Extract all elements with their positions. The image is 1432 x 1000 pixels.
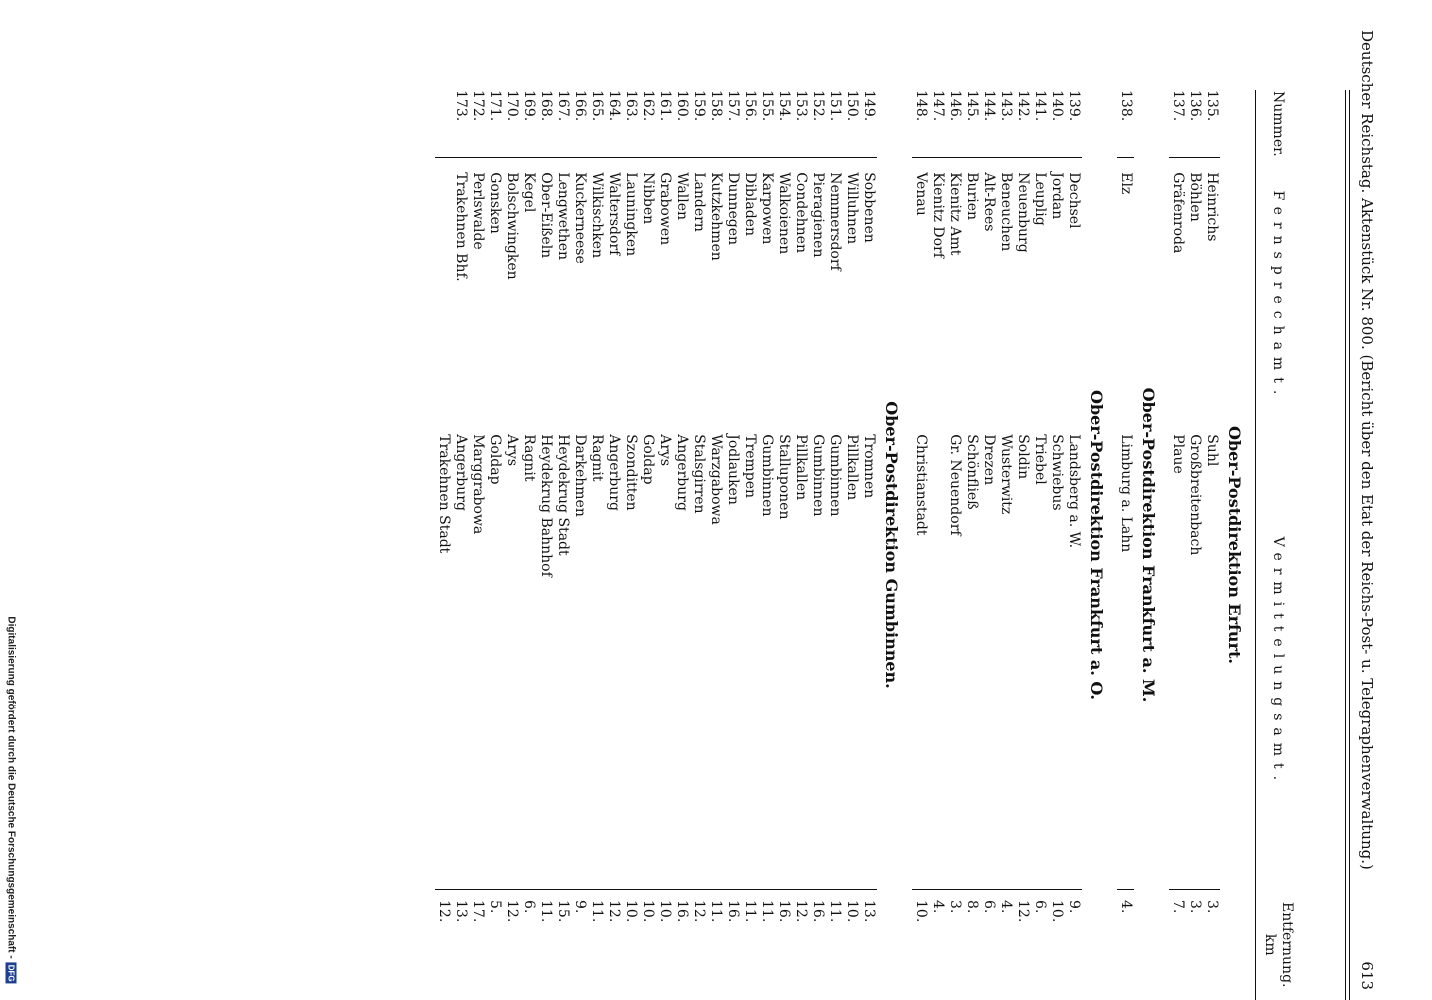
row-distance: 12. xyxy=(1014,890,1031,1000)
col-exchange: Fernsprechamt. xyxy=(1256,158,1301,435)
row-connection: Ragnit xyxy=(521,434,537,482)
table-row xyxy=(929,90,946,1000)
row-exchange: Gonsken xyxy=(486,158,503,435)
col-distance xyxy=(1256,890,1301,1000)
row-distance: 16. xyxy=(809,890,826,1000)
row-exchange: Nibben xyxy=(639,158,656,435)
row-number: 147. xyxy=(930,90,946,122)
header-rule xyxy=(1349,90,1350,1000)
table-row xyxy=(520,90,537,1000)
row-distance: 11. xyxy=(741,890,758,1000)
row-number: 170. xyxy=(504,90,520,122)
row-connection: Gumbinnen xyxy=(827,434,843,517)
table-row xyxy=(622,90,639,1000)
row-connection: Trempen xyxy=(742,434,758,499)
page-number: 613 xyxy=(1358,961,1376,990)
row-distance: 11. xyxy=(758,890,775,1000)
row-connection: Stalluponen xyxy=(776,434,792,520)
page-header xyxy=(1352,30,1382,990)
row-connection: Jodlauken xyxy=(725,434,741,505)
row-connection: Goldap xyxy=(487,434,503,485)
table-row xyxy=(690,90,707,1000)
row-distance: 3. xyxy=(1186,890,1203,1000)
row-exchange: Trakehnen Bhf. xyxy=(452,158,469,435)
header-rule-2 xyxy=(1345,90,1346,1000)
table-row xyxy=(554,90,571,1000)
row-exchange: Walkoienen xyxy=(775,158,792,435)
row-connection: Angerburg xyxy=(606,434,622,511)
row-number: 142. xyxy=(1015,90,1031,122)
col-number: Nummer. xyxy=(1256,90,1301,158)
row-distance: 10. xyxy=(622,890,639,1000)
row-distance: 12. xyxy=(503,890,520,1000)
row-distance: 5. xyxy=(486,890,503,1000)
col-distance-unit: km xyxy=(1262,933,1278,956)
table-row xyxy=(571,90,588,1000)
row-distance: 10. xyxy=(843,890,860,1000)
dfg-logo: DFG xyxy=(6,964,16,982)
running-title: Deutscher Reichstag. Aktenstück Nr. 800. (Bericht über den Etat der Reichs-Post- u. Telegraphenverwaltung.) xyxy=(1358,30,1376,870)
table-row xyxy=(843,90,860,1000)
table-row xyxy=(1031,90,1048,1000)
row-connection: Schönfließ xyxy=(964,434,980,510)
col-connection: Vermittelungsamt. xyxy=(1256,434,1301,889)
row-connection: Gumbinnen xyxy=(759,434,775,517)
row-number: 141. xyxy=(1032,90,1048,122)
row-number: 145. xyxy=(964,90,980,122)
table-row xyxy=(724,90,741,1000)
row-distance: 12. xyxy=(690,890,707,1000)
row-exchange: Condehnen xyxy=(792,158,809,435)
row-number: 156. xyxy=(742,90,758,122)
row-exchange: Wallen xyxy=(673,158,690,435)
table-row xyxy=(435,90,452,1000)
row-exchange: Bolschwingken xyxy=(503,158,520,435)
row-number: 153. xyxy=(793,90,809,122)
row-number: 135. xyxy=(1204,90,1220,122)
row-distance: 7. xyxy=(1169,890,1186,1000)
row-number: 154. xyxy=(776,90,792,122)
row-distance: 12. xyxy=(792,890,809,1000)
row-distance: 17. xyxy=(469,890,486,1000)
row-exchange: Böhlen xyxy=(1186,158,1203,435)
row-distance: 11. xyxy=(707,890,724,1000)
row-number: 152. xyxy=(810,90,826,122)
table-body xyxy=(435,90,1256,1000)
row-number: 143. xyxy=(998,90,1014,122)
directorate-title: Ober-Postdirektion Frankfurt a. M. xyxy=(1139,387,1158,703)
row-distance: 16. xyxy=(724,890,741,1000)
row-distance: 9. xyxy=(571,890,588,1000)
row-distance: 6. xyxy=(520,890,537,1000)
row-exchange: Heinrichs xyxy=(1203,158,1220,435)
row-number: 149. xyxy=(861,90,877,122)
row-connection: Gumbinnen xyxy=(810,434,826,517)
row-number: 160. xyxy=(674,90,690,122)
row-number: 171. xyxy=(487,90,503,122)
table-row xyxy=(946,90,963,1000)
row-distance: 16. xyxy=(673,890,690,1000)
page-content xyxy=(30,0,1420,1000)
row-number: 148. xyxy=(913,90,929,122)
table-row xyxy=(1203,90,1220,1000)
row-exchange: Wilkischken xyxy=(588,158,605,435)
table-row xyxy=(860,90,877,1000)
row-distance: 11. xyxy=(537,890,554,1000)
table-row xyxy=(1117,90,1134,1000)
row-number: 137. xyxy=(1170,90,1186,122)
row-connection: Suhl xyxy=(1204,434,1220,467)
row-exchange: Ober-Eißeln xyxy=(537,158,554,435)
row-distance: 10. xyxy=(1048,890,1065,1000)
directorate-heading xyxy=(877,90,912,1000)
row-distance: 4. xyxy=(1117,890,1134,1000)
table-row xyxy=(639,90,656,1000)
table-row xyxy=(997,90,1014,1000)
directorate-title: Ober-Postdirektion Erfurt. xyxy=(1225,426,1244,664)
footer-credit xyxy=(6,616,17,983)
table-row xyxy=(912,90,929,1000)
row-exchange xyxy=(435,158,452,435)
row-number: 157. xyxy=(725,90,741,122)
row-exchange: Venau xyxy=(912,158,929,435)
row-exchange: Kuckerneese xyxy=(571,158,588,435)
row-exchange: Perlswalde xyxy=(469,158,486,435)
row-number: 165. xyxy=(589,90,605,122)
row-connection: Triebel xyxy=(1032,434,1048,485)
row-distance: 16. xyxy=(775,890,792,1000)
row-exchange: Alt-Rees xyxy=(980,158,997,435)
row-connection: Angerburg xyxy=(453,434,469,511)
row-connection: Goldap xyxy=(640,434,656,485)
row-exchange: Sobbenen xyxy=(860,158,877,435)
row-number: 168. xyxy=(538,90,554,122)
row-number: 140. xyxy=(1049,90,1065,122)
row-exchange: Landern xyxy=(690,158,707,435)
row-connection: Soldin xyxy=(1015,434,1031,480)
row-connection: Heydekrug Bahnhof xyxy=(538,434,554,577)
row-distance: 15. xyxy=(554,890,571,1000)
row-connection xyxy=(929,434,946,889)
row-number: 161. xyxy=(657,90,673,122)
table-row xyxy=(707,90,724,1000)
row-exchange: Lengwethen xyxy=(554,158,571,435)
row-distance: 11. xyxy=(826,890,843,1000)
table-row xyxy=(980,90,997,1000)
row-exchange: Gräfenroda xyxy=(1169,158,1186,435)
directorate-heading xyxy=(1134,90,1169,1000)
row-number: 166. xyxy=(572,90,588,122)
col-distance-label: Entfernung. xyxy=(1279,902,1295,988)
table-header xyxy=(1256,90,1301,1000)
row-connection: Schwiebus xyxy=(1049,434,1065,511)
row-connection: Arys xyxy=(657,434,673,467)
row-connection: Trakehnen Stadt xyxy=(436,434,452,554)
table-row xyxy=(656,90,673,1000)
row-exchange: Launingken xyxy=(622,158,639,435)
table-row xyxy=(452,90,469,1000)
row-connection: Limburg a. Lahn xyxy=(1118,434,1134,553)
row-distance: 10. xyxy=(639,890,656,1000)
row-number: 139. xyxy=(1066,90,1082,122)
row-distance: 8. xyxy=(963,890,980,1000)
row-connection: Stalsgirren xyxy=(691,434,707,514)
row-connection: Szonditten xyxy=(623,434,639,511)
row-exchange: Dunnegen xyxy=(724,158,741,435)
row-distance: 4. xyxy=(929,890,946,1000)
table-row xyxy=(741,90,758,1000)
row-connection: Christianstadt xyxy=(913,434,929,536)
row-connection: Großbreitenbach xyxy=(1187,434,1203,556)
row-distance: 6. xyxy=(980,890,997,1000)
table-row xyxy=(1048,90,1065,1000)
row-connection: Tromnen xyxy=(861,434,877,499)
row-distance: 13. xyxy=(860,890,877,1000)
row-exchange: Grabowen xyxy=(656,158,673,435)
row-connection: Landsberg a. W. xyxy=(1066,434,1082,549)
row-connection: Pillkallen xyxy=(844,434,860,501)
directorate-title: Ober-Postdirektion Gumbinnen. xyxy=(882,401,901,689)
row-exchange: Jordan xyxy=(1048,158,1065,435)
row-number: 136. xyxy=(1187,90,1203,122)
row-number xyxy=(435,90,452,158)
row-number: 150. xyxy=(844,90,860,122)
directorate-heading xyxy=(1082,90,1117,1000)
row-connection: Marggrabowa xyxy=(470,434,486,535)
row-number: 155. xyxy=(759,90,775,122)
row-exchange: Dechsel xyxy=(1065,158,1082,435)
table-row xyxy=(1186,90,1203,1000)
table-row xyxy=(588,90,605,1000)
row-connection: Arys xyxy=(504,434,520,467)
row-number: 167. xyxy=(555,90,571,122)
row-connection: Plaue xyxy=(1170,434,1186,474)
row-connection: Angerburg xyxy=(674,434,690,511)
row-distance: 4. xyxy=(997,890,1014,1000)
row-distance: 10. xyxy=(656,890,673,1000)
row-distance: 10. xyxy=(912,890,929,1000)
row-exchange: Kutzkehmen xyxy=(707,158,724,435)
table-row xyxy=(1014,90,1031,1000)
row-exchange: Pieragienen xyxy=(809,158,826,435)
table-row xyxy=(486,90,503,1000)
table-row xyxy=(758,90,775,1000)
row-exchange: Willuhnen xyxy=(843,158,860,435)
row-connection: Ragnit xyxy=(589,434,605,482)
row-exchange: Leuplig xyxy=(1031,158,1048,435)
footer-strip xyxy=(0,0,22,1000)
row-exchange: Waltersdorf xyxy=(605,158,622,435)
row-connection: Drezen xyxy=(981,434,997,486)
row-number: 172. xyxy=(470,90,486,122)
row-exchange: Burien xyxy=(963,158,980,435)
row-distance: 11. xyxy=(588,890,605,1000)
row-number: 138. xyxy=(1118,90,1134,122)
row-distance: 3. xyxy=(1203,890,1220,1000)
row-distance: 12. xyxy=(435,890,452,1000)
table-row xyxy=(605,90,622,1000)
row-distance: 13. xyxy=(452,890,469,1000)
directorate-title: Ober-Postdirektion Frankfurt a. O. xyxy=(1087,390,1106,700)
row-number: 151. xyxy=(827,90,843,122)
row-number: 164. xyxy=(606,90,622,122)
row-exchange: Karpowen xyxy=(758,158,775,435)
row-number: 144. xyxy=(981,90,997,122)
row-distance: 12. xyxy=(605,890,622,1000)
table-row xyxy=(963,90,980,1000)
directorate-heading xyxy=(1220,90,1256,1000)
row-exchange: Dibladen xyxy=(741,158,758,435)
table-row xyxy=(469,90,486,1000)
table-row xyxy=(809,90,826,1000)
row-number: 158. xyxy=(708,90,724,122)
row-number: 169. xyxy=(521,90,537,122)
row-connection: Heydekrug Stadt xyxy=(555,434,571,556)
table-row xyxy=(792,90,809,1000)
row-number: 173. xyxy=(453,90,469,122)
row-connection: Darkehmen xyxy=(572,434,588,517)
row-connection: Wusterwitz xyxy=(998,434,1014,515)
footer-credit-text: Digitalisierung gefördert durch die Deutsche Forschungsgemeinschaft - xyxy=(5,616,17,959)
table-row xyxy=(1169,90,1186,1000)
row-exchange: Beneuchen xyxy=(997,158,1014,435)
table-row xyxy=(503,90,520,1000)
table-row xyxy=(826,90,843,1000)
row-exchange: Kegel xyxy=(520,158,537,435)
row-number: 162. xyxy=(640,90,656,122)
table-row xyxy=(537,90,554,1000)
row-connection: Warzgabowa xyxy=(708,434,724,525)
row-exchange: Neuenburg xyxy=(1014,158,1031,435)
row-exchange: Elz xyxy=(1117,158,1134,435)
row-exchange: Kienitz Dorf xyxy=(929,158,946,435)
row-connection: Gr. Neuendorf xyxy=(947,434,963,536)
row-number: 159. xyxy=(691,90,707,122)
table-row xyxy=(1065,90,1082,1000)
row-distance: 6. xyxy=(1031,890,1048,1000)
row-connection: Pillkallen xyxy=(793,434,809,501)
row-exchange: Nemmersdorf xyxy=(826,158,843,435)
table-row xyxy=(775,90,792,1000)
exchange-table xyxy=(435,90,1300,1000)
table-row xyxy=(673,90,690,1000)
row-number: 163. xyxy=(623,90,639,122)
row-distance: 9. xyxy=(1065,890,1082,1000)
row-number: 146. xyxy=(947,90,963,122)
row-distance: 3. xyxy=(946,890,963,1000)
row-exchange: Kienitz Amt xyxy=(946,158,963,435)
